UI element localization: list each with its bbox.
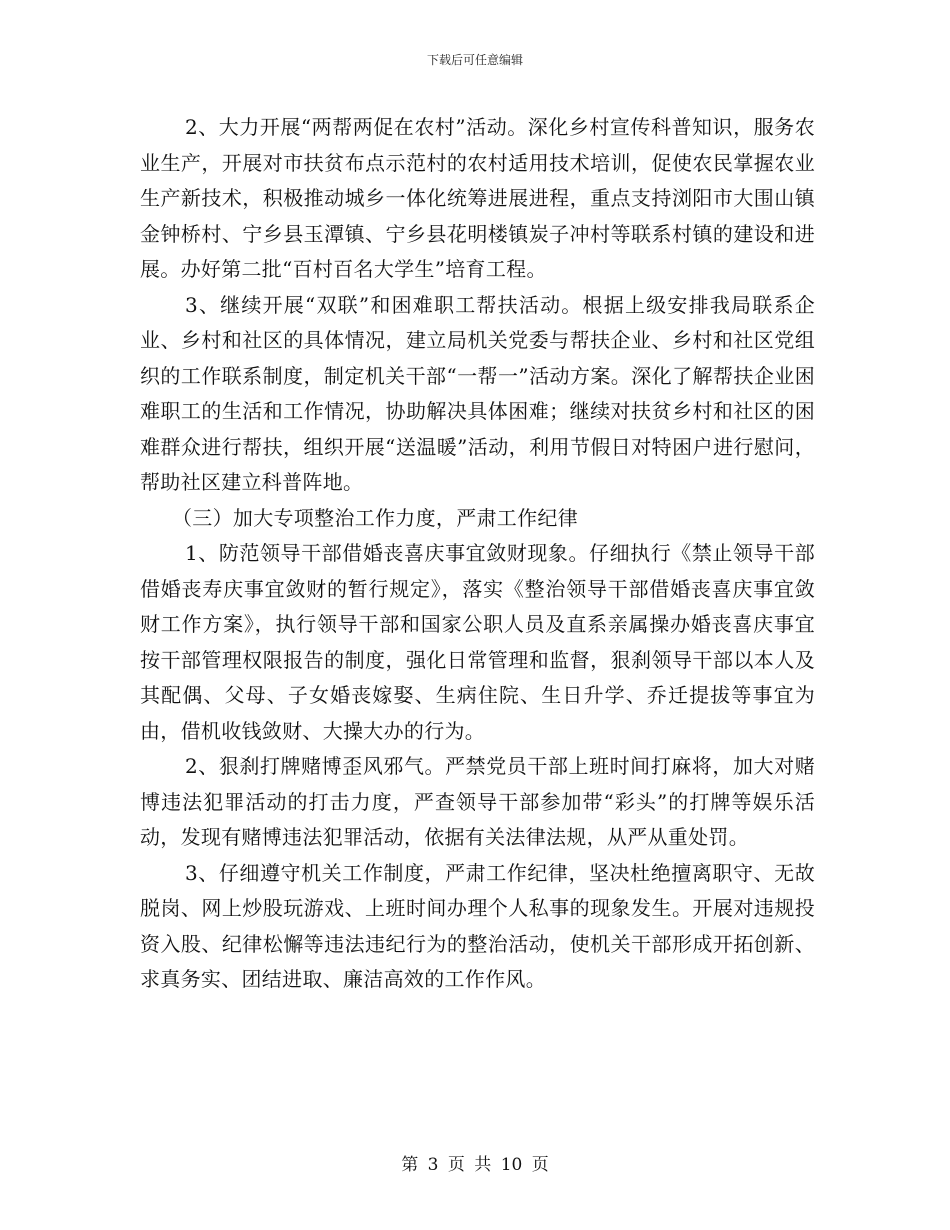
- paragraph-wedding-funeral-prevention: 1、防范领导干部借婚丧喜庆事宜敛财现象。仔细执行《禁止领导干部借婚丧寿庆事宜敛财的暂行规定》，落实《整治领导干部借婚丧喜庆事宜敛财工作方案》，执行领导干部和国家公职人员及直系亲属操办婚丧喜庆事宜按干部管理权限报告的制度，强化日常管理和监督，狠刹领导干部以本人及其配偶、父母、子女婚丧嫁娶、生病住院、生日升学、乔迁提拔等事宜为由，借机收钱敛财、大操大办的行为。: [140, 541, 815, 743]
- document-body: [140, 110, 815, 998]
- paragraph-gambling-crackdown: 2、狠刹打牌赌博歪风邪气。严禁党员干部上班时间打麻将，加大对赌博违法犯罪活动的打击力度，严查领导干部参加带“彩头”的打牌等娱乐活动，发现有赌博违法犯罪活动，依据有关法律法规，从严从重处罚。: [140, 754, 815, 849]
- section-heading-special-rectification: （三）加大专项整治工作力度，严肃工作纪律: [172, 505, 578, 530]
- page-number: 第 3 页 共 10 页: [401, 1155, 549, 1175]
- page-header-note: 下载后可任意编辑: [426, 53, 523, 67]
- paragraph-work-discipline: 3、仔细遵守机关工作制度，严肃工作纪律，坚决杜绝擅离职守、无故脱岗、网上炒股玩游戏、上班时间办理个人私事的现象发生。开展对违规投资入股、纪律松懈等违法违纪行为的整治活动，使机关干部形成开拓创新、求真务实、团结进取、廉洁高效的工作作风。: [140, 860, 815, 991]
- paragraph-two-help-two-promote: 2、大力开展“两帮两促在农村”活动。深化乡村宣传科普知识，服务农业生产，开展对市扶贫布点示范村的农村适用技术培训，促使农民掌握农业生产新技术，积极推动城乡一体化统筹进展进程，重点支持浏阳市大围山镇金钟桥村、宁乡县玉潭镇、宁乡县花明楼镇炭子冲村等联系村镇的建设和进展。办好第二批“百村百名大学生”培育工程。: [140, 115, 815, 281]
- paragraph-dual-link-assistance: 3、继续开展“双联”和困难职工帮扶活动。根据上级安排我局联系企业、乡村和社区的具体情况，建立局机关党委与帮扶企业、乡村和社区党组织的工作联系制度，制定机关干部“一帮一”活动方案。深化了解帮扶企业困难职工的生活和工作情况，协助解决具体困难；继续对扶贫乡村和社区的困难群众进行帮扶，组织开展“送温暖”活动，利用节假日对特困户进行慰问，帮助社区建立科普阵地。: [140, 292, 815, 494]
